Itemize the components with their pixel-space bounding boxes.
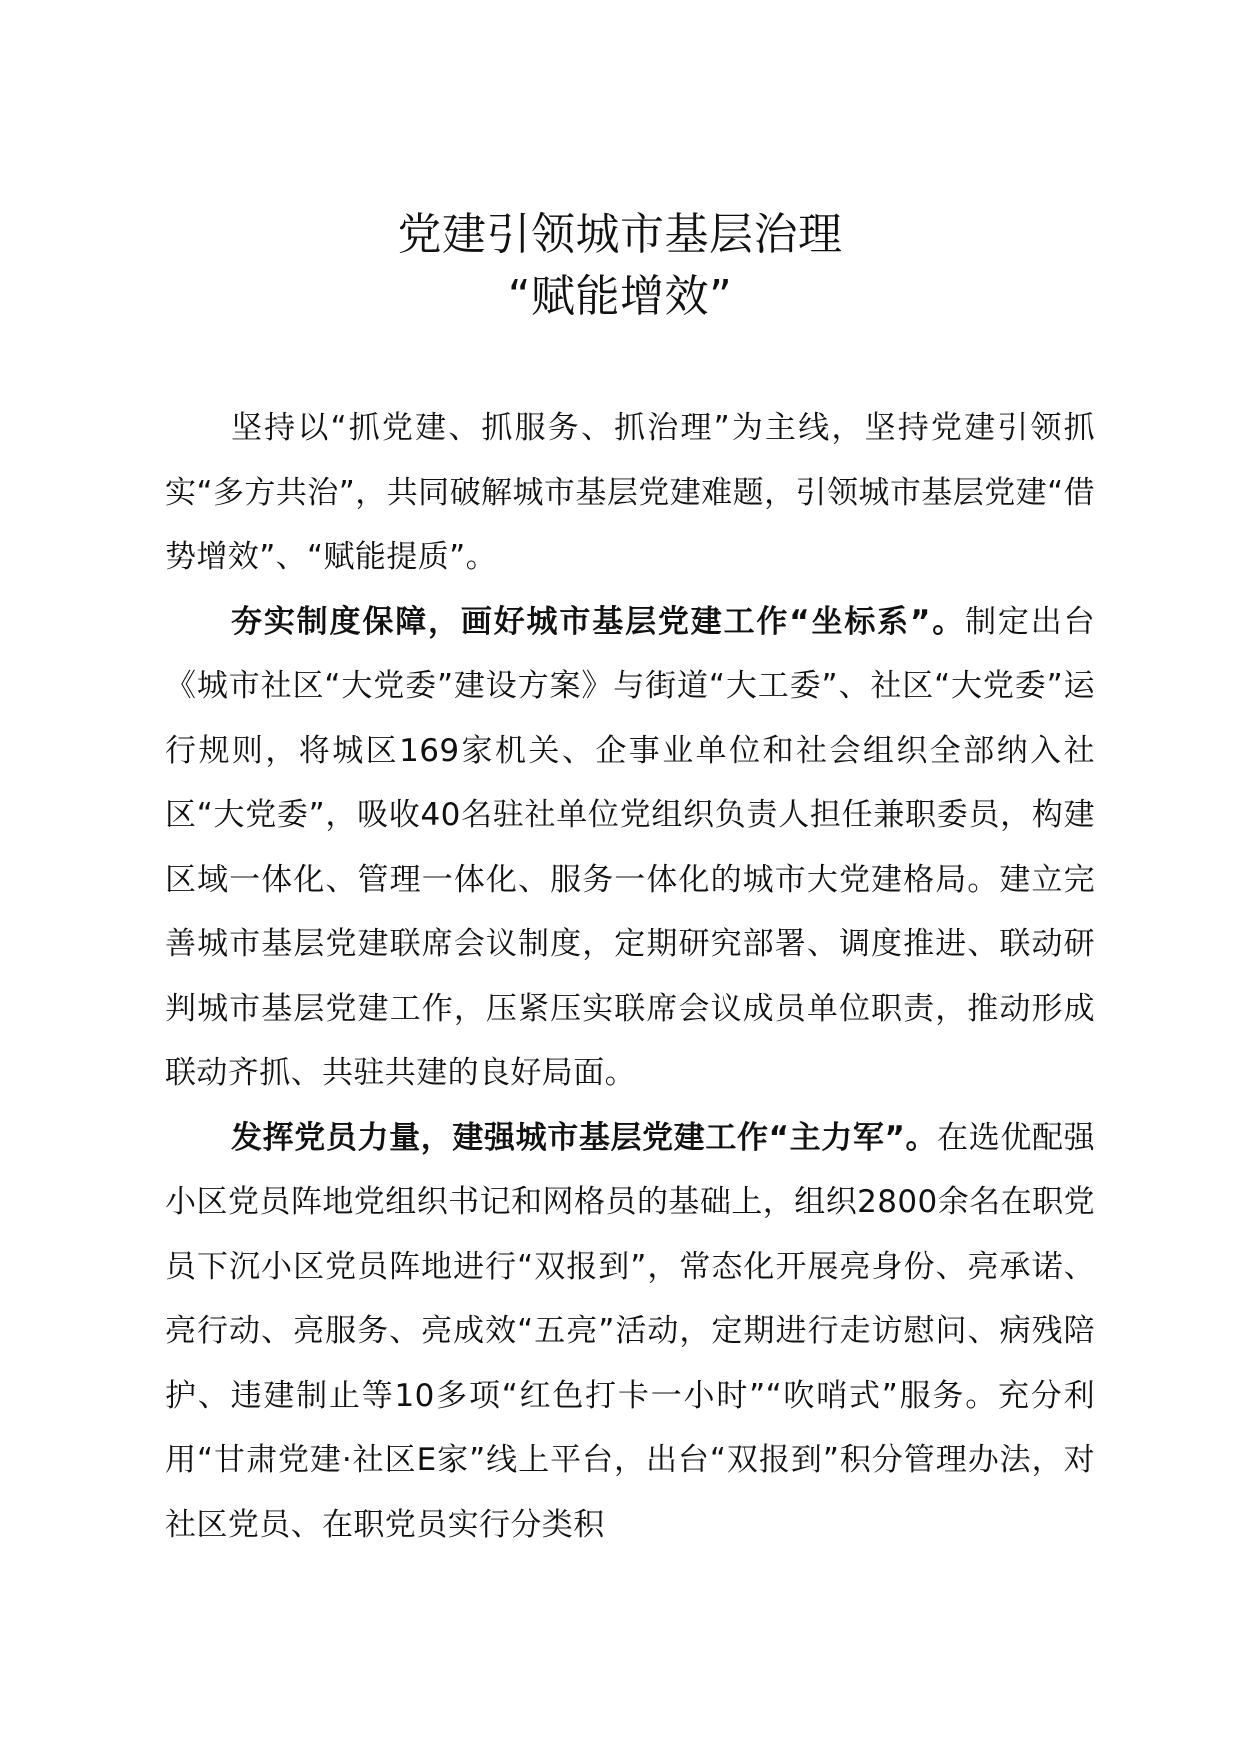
paragraph-intro <box>165 396 1095 590</box>
paragraph-text: 制定出台《城市社区“大党委”建设方案》与街道“大工委”、社区“大党委”运行规则，将城区169家机关、企事业单位和社会组织全部纳入社区“大党委”，吸收40名驻社单位党组织负责人担任兼职委员，构建区域一体化、管理一体化、服务一体化的城市大党建格局。建立完善城市基层党建联席会议制度，定期研究部署、调度推进、联动研判城市基层党建工作，压紧压实联席会议成员单位职责，推动形成联动齐抓、共驻共建的良好局面。 <box>165 603 1095 1091</box>
paragraph-text: 在选优配强小区党员阵地党组织书记和网格员的基础上，组织2800余名在职党员下沉小区党员阵地进行“双报到”，常态化开展亮身份、亮承诺、亮行动、亮服务、亮成效“五亮”活动，定期进行走访慰问、病残陪护、违建制止等10多项“红色打卡一小时”“吹哨式”服务。充分利用“甘肃党建·社区E家”线上平台，出台“双报到”积分管理办法，对社区党员、在职党员实行分类积 <box>165 1119 1096 1543</box>
document-title-line2: “赋能增效” <box>507 271 733 322</box>
document-body <box>165 396 1095 1557</box>
document-title-line1: 党建引领城市基层治理 <box>397 209 843 260</box>
paragraph-party-members <box>165 1106 1095 1558</box>
paragraph-text: 坚持以“抓党建、抓服务、抓治理”为主线，坚持党建引领抓实“多方共治”，共同破解城市基层党建难题，引领城市基层党建“借势增效”、“赋能提质”。 <box>165 410 1095 575</box>
paragraph-heading: 发挥党员力量，建强城市基层党建工作“主力军”。 <box>231 1119 938 1156</box>
paragraph-system-guarantee <box>165 590 1095 1106</box>
paragraph-heading: 夯实制度保障，画好城市基层党建工作“坐标系”。 <box>231 603 966 640</box>
